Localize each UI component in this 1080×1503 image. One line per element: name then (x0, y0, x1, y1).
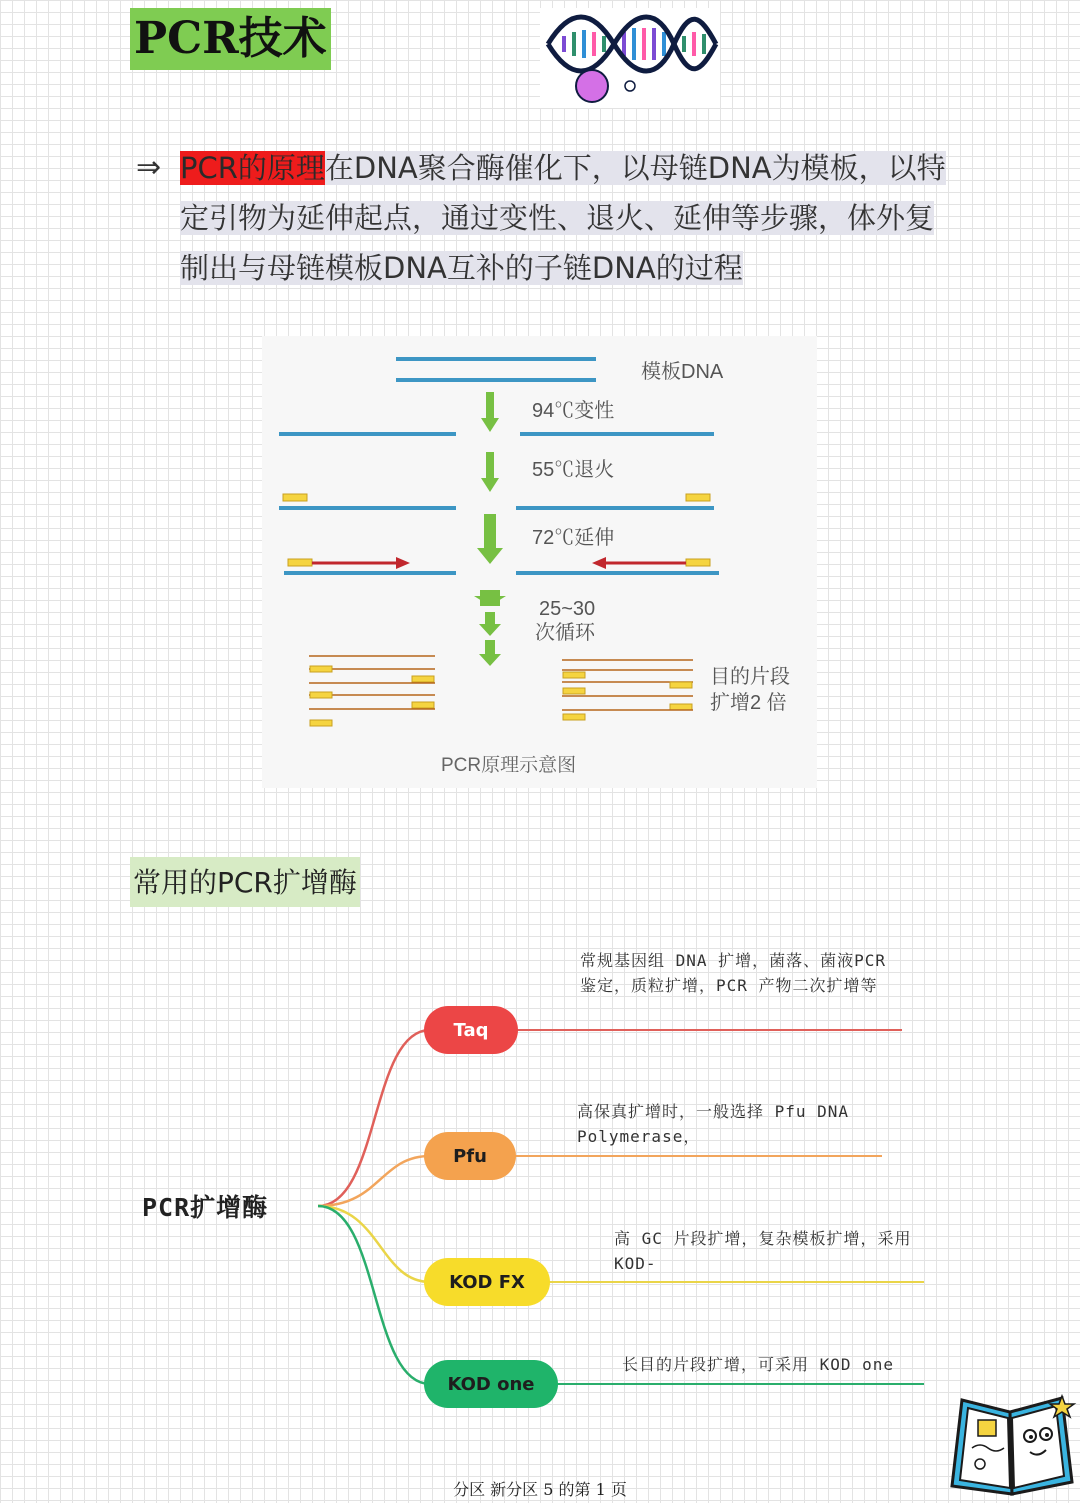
principle-paragraph (180, 143, 960, 293)
arrow-icon: ⇒ (136, 150, 162, 185)
enzyme-pfu-node: Pfu (424, 1132, 516, 1180)
pcr-diagram (262, 336, 817, 788)
enzyme-taq-node: Taq (424, 1006, 518, 1054)
page-title: PCR技术 (130, 8, 331, 70)
anneal-label: 55℃退火 (532, 459, 615, 481)
cycle-count-label: 25~30 (539, 598, 596, 620)
enzyme-kod-fx-node: KOD FX (424, 1258, 550, 1306)
principle-text: 在DNA聚合酶催化下，以母链DNA为模板，以特定引物为延伸起点，通过变性、退火、延伸等步骤，体外复制出与母链模板DNA互补的子链DNA的过程 (180, 151, 946, 285)
enzyme-kod-one-node: KOD one (424, 1360, 558, 1408)
denature-label: 94℃变性 (532, 400, 615, 422)
result-label-1: 目的片段 (710, 666, 790, 688)
page-footer: 分区 新分区 5 的第 1 页 (453, 1480, 627, 1499)
result-label-2: 扩增2 倍 (710, 692, 787, 714)
dna-helix-icon (540, 8, 720, 108)
cycle-label: 次循环 (535, 622, 595, 644)
extend-label: 72℃延伸 (532, 527, 615, 549)
principle-term: PCR的原理 (180, 151, 325, 185)
kod-one-note: 长目的片段扩增，可采用 KOD one (622, 1355, 895, 1374)
figure-caption: PCR原理示意图 (441, 755, 577, 776)
enzymes-heading: 常用的PCR扩增酶 (130, 857, 360, 907)
kod-fx-note: 高 GC 片段扩增，复杂模板扩增，采用 KOD- (614, 1229, 912, 1273)
pfu-note: 高保真扩增时，一般选择 Pfu DNA Polymerase， (577, 1102, 850, 1146)
mindmap-root: PCR扩增酶 (142, 1193, 269, 1222)
template-dna-label: 模板DNA (641, 361, 724, 383)
taq-note: 常规基因组 DNA 扩增，菌落、菌液PCR 鉴定，质粒扩增，PCR 产物二次扩增等 (580, 951, 887, 995)
